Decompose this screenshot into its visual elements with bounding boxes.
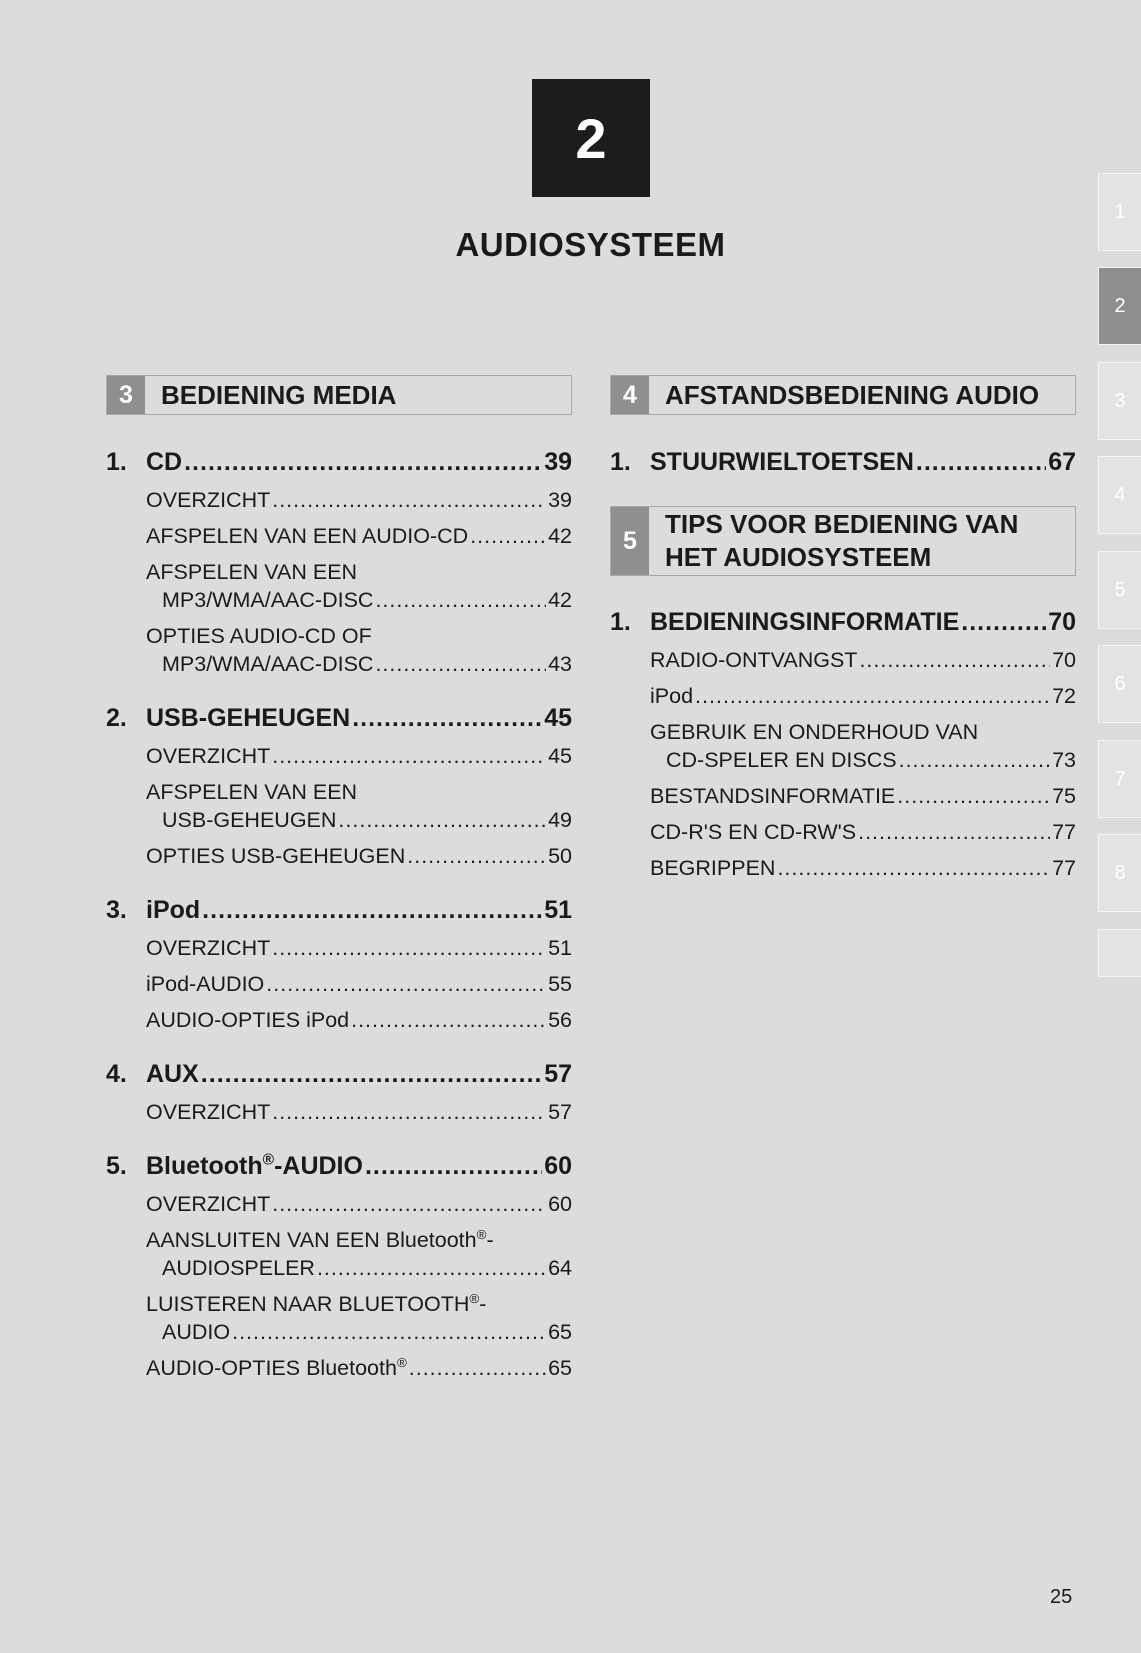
toc-item-aux[interactable]: 4. AUX ..... 57	[106, 1060, 572, 1089]
toc-subitem-line1[interactable]: AFSPELEN VAN EEN	[146, 780, 358, 804]
toc-subitem[interactable]: BESTANDSINFORMATIE ..... 75	[650, 784, 1076, 809]
toc-subitem[interactable]: AUDIO-OPTIES iPod ..... 56	[146, 1008, 572, 1033]
toc-subitem[interactable]: CD-R'S EN CD-RW'S ..... 77	[650, 820, 1076, 845]
toc-subitem[interactable]: AUDIOSPELER ..... 64	[162, 1256, 572, 1281]
section-title: TIPS VOOR BEDIENING VAN HET AUDIOSYSTEEM	[665, 509, 1019, 572]
toc-subitem[interactable]: MP3/WMA/AAC-DISC ..... 42	[162, 588, 572, 613]
toc-item-usb[interactable]: 2. USB-GEHEUGEN ..... 45	[106, 704, 572, 733]
toc-subitem-line1[interactable]: AFSPELEN VAN EEN	[146, 560, 358, 584]
toc-subitem[interactable]: RADIO-ONTVANGST ..... 70	[650, 648, 1076, 673]
toc-subitem-line1[interactable]: AANSLUITEN VAN EEN Bluetooth®-	[146, 1226, 494, 1252]
toc-subitem[interactable]: OPTIES USB-GEHEUGEN ..... 50	[146, 844, 572, 869]
chapter-tab-blank	[1098, 929, 1141, 977]
section-number: 5	[611, 507, 649, 575]
chapter-tab-8[interactable]: 8	[1098, 834, 1141, 912]
toc-subitem[interactable]: MP3/WMA/AAC-DISC ..... 43	[162, 652, 572, 677]
section-header-5	[610, 506, 1076, 576]
toc-subitem[interactable]: AUDIO-OPTIES Bluetooth® ..... 65	[146, 1356, 572, 1381]
toc-subitem[interactable]: OVERZICHT ..... 45	[146, 744, 572, 769]
section-title: AFSTANDSBEDIENING AUDIO	[665, 379, 1040, 410]
section-title: BEDIENING MEDIA	[161, 379, 397, 410]
toc-subitem[interactable]: OVERZICHT ..... 60	[146, 1192, 572, 1217]
chapter-tab-2[interactable]: 2	[1098, 267, 1141, 345]
toc-subitem[interactable]: OVERZICHT ..... 57	[146, 1100, 572, 1125]
toc-subitem[interactable]: AUDIO ..... 65	[162, 1320, 572, 1345]
toc-subitem-line1[interactable]: OPTIES AUDIO-CD OF	[146, 624, 372, 648]
toc-subitem[interactable]: CD-SPELER EN DISCS ..... 73	[666, 748, 1076, 773]
chapter-tab-4[interactable]: 4	[1098, 456, 1141, 534]
chapter-title: AUDIOSYSTEEM	[455, 226, 726, 263]
chapter-tab-5[interactable]: 5	[1098, 551, 1141, 629]
chapter-number: 2	[575, 106, 607, 170]
toc-item-bluetooth[interactable]: 5. Bluetooth®-AUDIO ..... 60	[106, 1152, 572, 1181]
section-header-3	[106, 375, 572, 415]
page-number: 25	[1050, 1586, 1073, 1608]
toc-item-ipod[interactable]: 3. iPod ..... 51	[106, 896, 572, 925]
toc-subitem[interactable]: OVERZICHT ..... 39	[146, 488, 572, 513]
section-number: 3	[107, 376, 145, 414]
toc-subitem[interactable]: OVERZICHT ..... 51	[146, 936, 572, 961]
chapter-tab-3[interactable]: 3	[1098, 362, 1141, 440]
section-number: 4	[611, 376, 649, 414]
toc-subitem[interactable]: iPod ..... 72	[650, 684, 1076, 709]
toc-subitem-line1[interactable]: LUISTEREN NAAR BLUETOOTH®-	[146, 1290, 487, 1316]
toc-subitem[interactable]: BEGRIPPEN ..... 77	[650, 856, 1076, 881]
chapter-tab-7[interactable]: 7	[1098, 740, 1141, 818]
toc-item-cd[interactable]: 1. CD ..... 39	[106, 448, 572, 477]
toc-item-bedieningsinformatie[interactable]: 1. BEDIENINGSINFORMATIE ..... 70	[610, 608, 1076, 637]
chapter-tab-1[interactable]: 1	[1098, 173, 1141, 251]
toc-subitem[interactable]: AFSPELEN VAN EEN AUDIO-CD ..... 42	[146, 524, 572, 549]
section-header-4	[610, 375, 1076, 415]
toc-item-stuurwieltoetsen[interactable]: 1. STUURWIELTOETSEN ..... 67	[610, 448, 1076, 477]
chapter-tab-6[interactable]: 6	[1098, 645, 1141, 723]
toc-subitem[interactable]: USB-GEHEUGEN ..... 49	[162, 808, 572, 833]
toc-subitem-line1[interactable]: GEBRUIK EN ONDERHOUD VAN	[650, 720, 979, 744]
chapter-number-box	[532, 79, 650, 197]
toc-subitem[interactable]: iPod-AUDIO ..... 55	[146, 972, 572, 997]
